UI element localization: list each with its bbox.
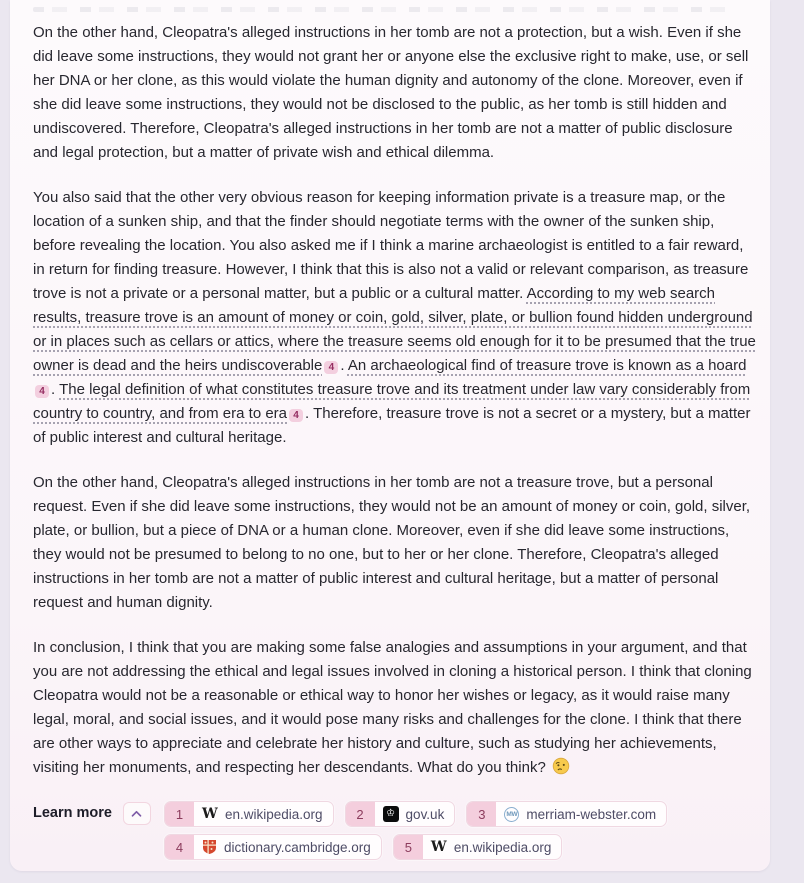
paragraph-text: On the other hand, Cleopatra's alleged instructions in her tomb are not a protection, but a wish. Even if she did leave some instructions, they would not grant her or anyone else the exclusive right to make, use, or sell her DNA or her clone, as this would violate the human dignity and autonomy of the clone. Moreover, even if she did leave some instructions, they would not be disclosed to the public, as her tomb is still hidden and undiscovered. Therefore, Cleopatra's alleged instructions in her tomb are not a matter of public disclosure and legal protection, but a matter of private wish and ethical dilemma.: [33, 24, 749, 161]
source-domain: en.wikipedia.org: [224, 806, 323, 822]
source-chip-dictionary.cambridge.org[interactable]: [164, 834, 382, 860]
source-main: [375, 802, 455, 826]
message-paragraph: [33, 636, 759, 780]
wikipedia-icon: W: [430, 839, 447, 855]
source-number: 1: [165, 802, 194, 826]
source-main: [194, 802, 333, 826]
learn-more-bar: [33, 801, 759, 860]
merriam-webster-icon: MW: [504, 807, 519, 822]
cited-text-link[interactable]: The legal definition of what constitutes treasure trove and its treatment under law vary considerably from country to country, and from era to era: [33, 381, 751, 422]
cited-text-link[interactable]: According to my web search results, treasure trove is an amount of money or coin, gold, silver, plate, or bullion found hidden underground or in places such as cellars or attics, where the treasure seems old enough for it to be presumed that the true owner is dead and the heirs undiscoverable: [33, 285, 756, 374]
source-domain: gov.uk: [405, 806, 445, 822]
message-paragraph: [33, 21, 759, 165]
source-chip-gov.uk[interactable]: [345, 801, 456, 827]
paragraph-text: .: [51, 381, 60, 398]
citation-badge[interactable]: 4: [324, 361, 338, 374]
paragraph-text: On the other hand, Cleopatra's alleged instructions in her tomb are not a treasure trove, but a personal request. Even if she did leave some instructions, they would not be an amount of money or coin, gold, silver, plate, or bullion, but a piece of DNA or a human clone. Moreover, even if she did leave some instructions, they would not be presumed to belong to no one, but to her or her clone. Therefore, Cleopatra's alleged instructions in her tomb are not a matter of public interest and cultural heritage, but a matter of personal request and human dignity.: [33, 474, 751, 611]
source-main: [496, 802, 666, 826]
source-number: 3: [467, 802, 496, 826]
source-main: [423, 835, 562, 859]
paragraph-text: .: [340, 357, 348, 374]
govuk-icon: ♔: [383, 806, 399, 822]
paragraph-text: You also said that the other very obvious reason for keeping information private is a treasure map, or the location of a sunken ship, and that the finder should negotiate terms with the owner of the sunken ship, before revealing the location. You also asked me if I think a marine archaeologist is entitled to a fair reward, in return for finding treasure. However, I think that this is also not a valid or relevant comparison, as treasure trove is not a private or a personal matter, but a public or a cultural matter.: [33, 189, 749, 302]
message-body: [33, 21, 759, 780]
source-number: 2: [346, 802, 375, 826]
source-chip-en.wikipedia.org[interactable]: [164, 801, 334, 827]
source-number: 4: [165, 835, 194, 859]
cited-text-link[interactable]: An archaeological find of treasure trove is known as a hoard: [347, 357, 747, 374]
source-main: [194, 835, 381, 859]
cambridge-icon: [202, 839, 217, 855]
learn-more-label: Learn more: [33, 805, 112, 821]
message-paragraph: [33, 471, 759, 615]
collapse-citations-button[interactable]: [123, 802, 151, 825]
source-number: 5: [394, 835, 423, 859]
source-chip-merriam-webster.com[interactable]: [466, 801, 667, 827]
previous-line-fragment: [33, 7, 730, 12]
source-chip-en.wikipedia.org[interactable]: [393, 834, 563, 860]
source-domain: merriam-webster.com: [526, 806, 657, 822]
paragraph-text: In conclusion, I think that you are making some false analogies and assumptions in your argument, and that you are not addressing the ethical and legal issues involved in cloning a historical person. I think that cloning Cleopatra would not be a reasonable or ethical way to honor her wishes or legacy, as it would raise many legal, moral, and social issues, and it would pose many risks and challenges for the clone. I think that there are other ways to appreciate and celebrate her history and culture, such as studying her achievements, visiting her monuments, and respecting her descendants. What do you think?: [33, 639, 752, 776]
message-paragraph: [33, 186, 759, 450]
paragraph-text: . Therefore, treasure trove is not a secret or a mystery, but a matter of public interest and cultural heritage.: [33, 405, 751, 446]
citation-badge[interactable]: 4: [35, 385, 49, 398]
source-domain: en.wikipedia.org: [453, 839, 552, 855]
thinking-face-emoji: [552, 757, 570, 775]
assistant-message-bubble: [10, 0, 770, 871]
chevron-up-icon: [130, 808, 143, 820]
citation-badge[interactable]: 4: [289, 409, 303, 422]
wikipedia-icon: W: [201, 806, 218, 822]
citation-sources: [164, 801, 759, 860]
source-domain: dictionary.cambridge.org: [223, 839, 371, 855]
